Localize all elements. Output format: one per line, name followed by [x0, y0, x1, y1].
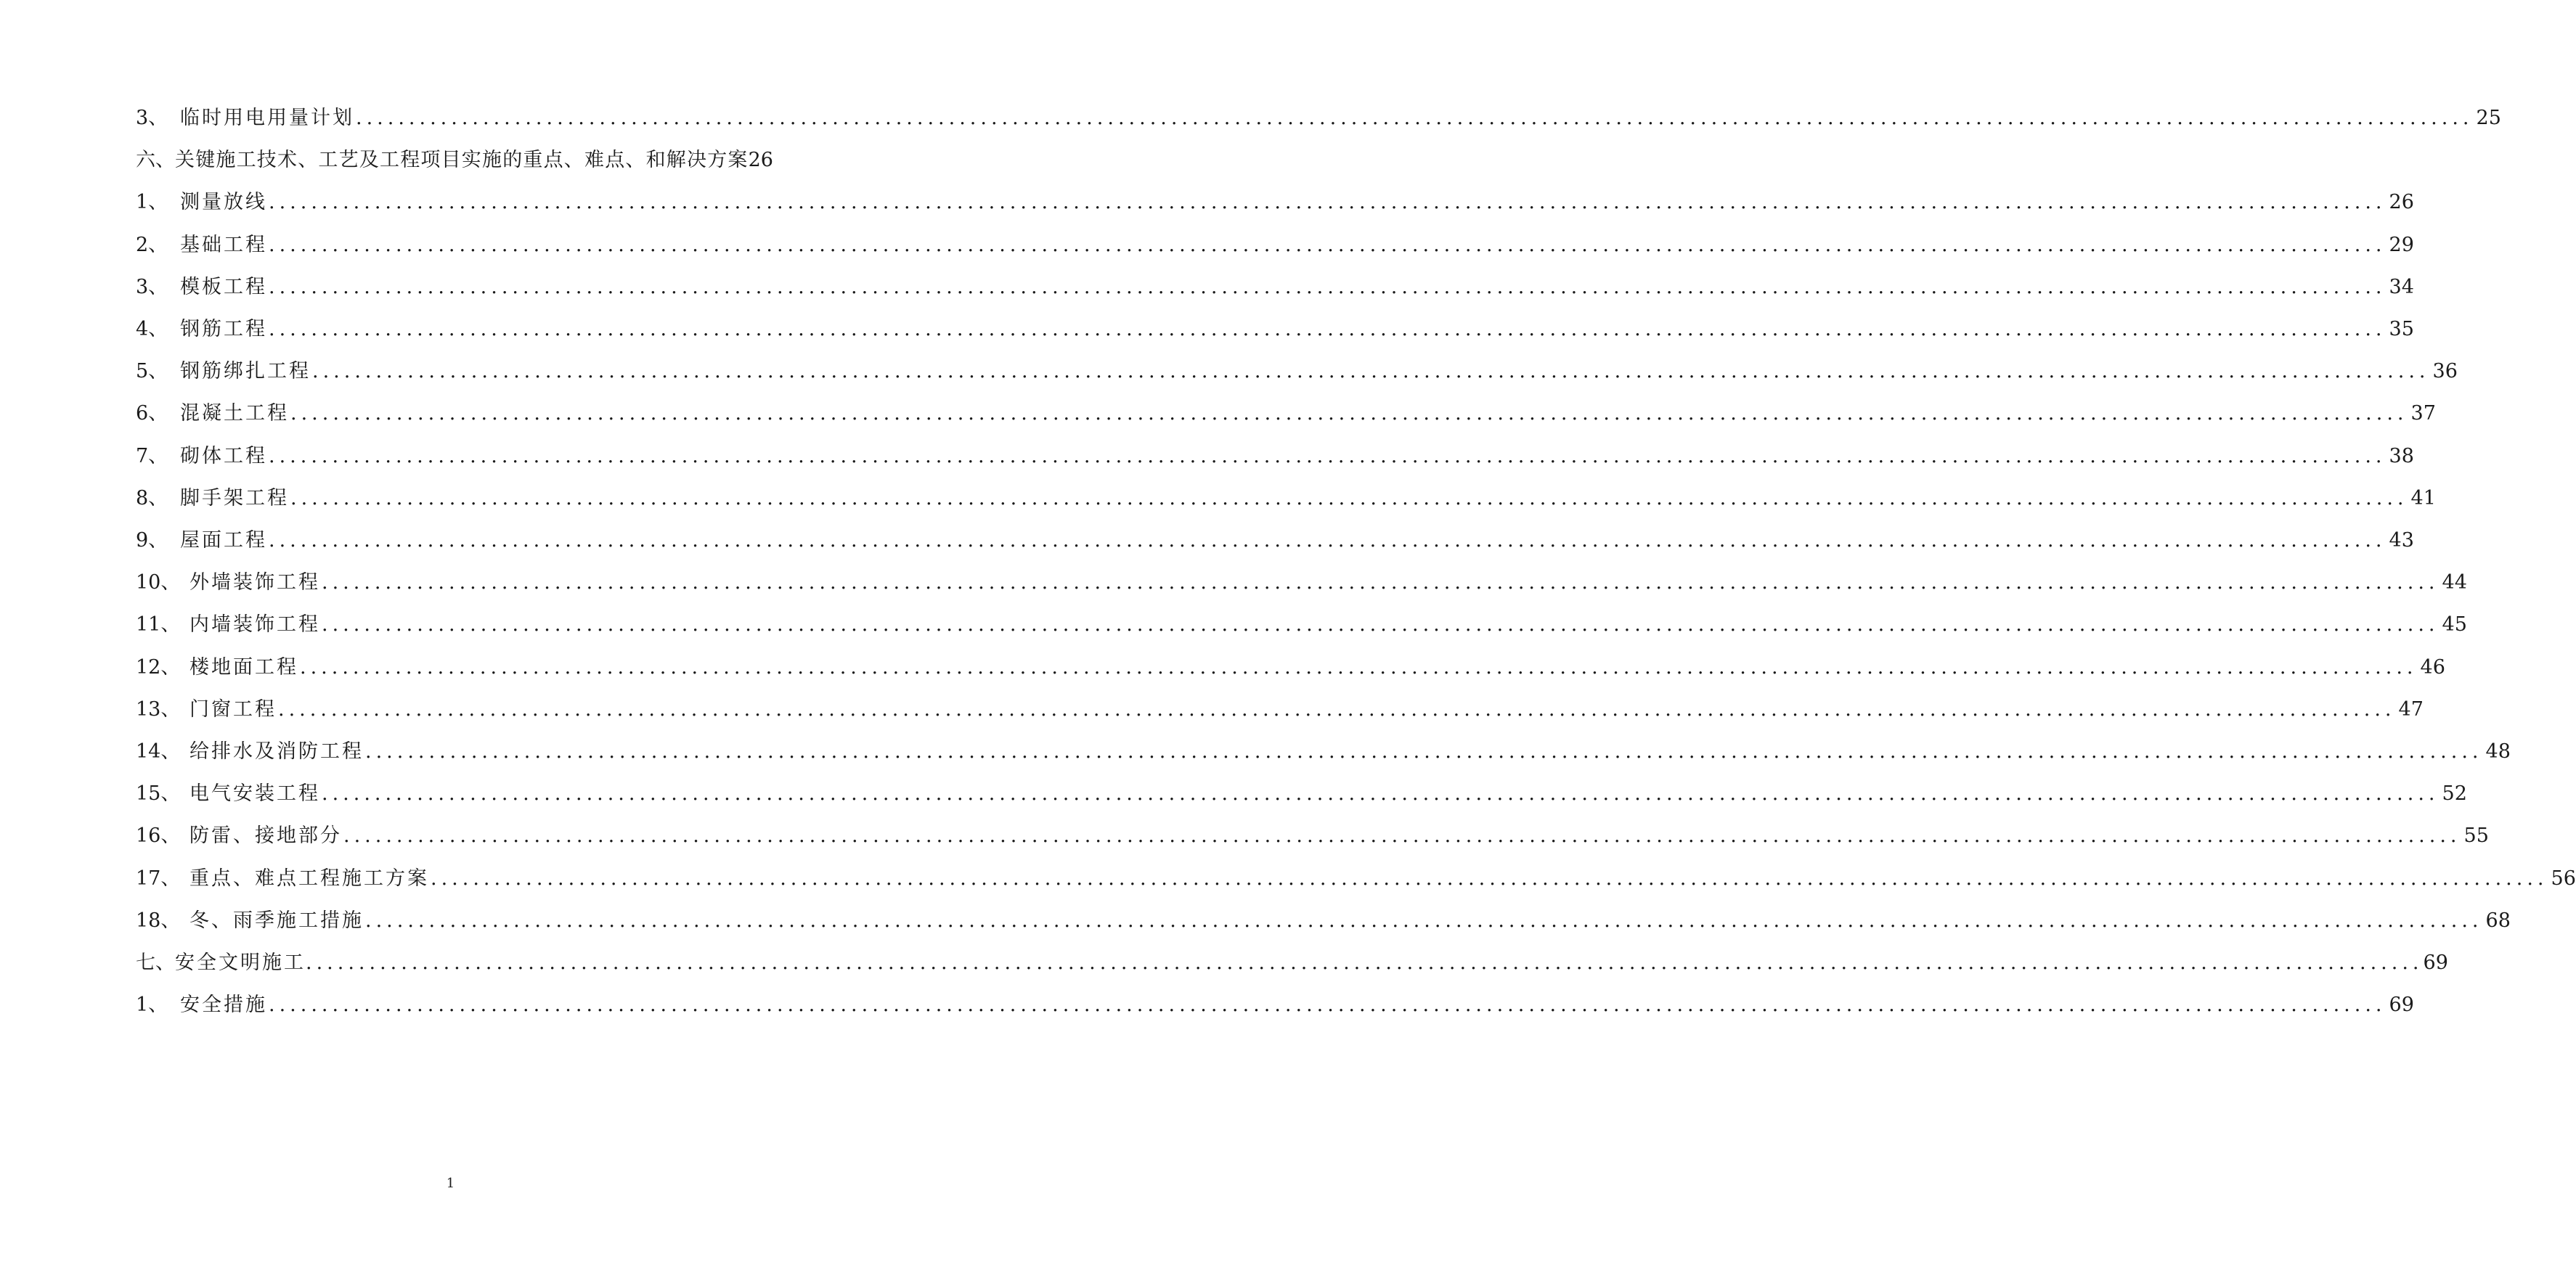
dot-leader: ........................................................................................................................................................................................................	[365, 740, 2483, 763]
dot-leader: ........................................................................................................................................................................................................	[290, 487, 2408, 509]
toc-entry-title: 模板工程	[180, 276, 267, 298]
toc-entry-number: 15、	[136, 782, 181, 805]
toc-entry[interactable]	[136, 906, 2511, 936]
toc-entry-title: 内墙装饰工程	[189, 613, 320, 636]
toc-entry[interactable]	[136, 695, 2424, 724]
dot-leader: ........................................................................................................................................................................................................	[300, 656, 2418, 679]
dot-leader: ........................................................................................................................................................................................................	[269, 191, 2387, 213]
toc-entry-number: 六、	[136, 149, 175, 171]
toc-entry[interactable]	[136, 399, 2436, 428]
toc-entry-number: 7、	[136, 445, 168, 467]
dot-leader: ........................................................................................................................................................................................................	[269, 318, 2387, 340]
toc-entry-title: 基础工程	[180, 234, 267, 256]
dot-leader: ........................................................................................................................................................................................................	[269, 234, 2387, 256]
dot-leader: ........................................................................................................................................................................................................	[269, 529, 2387, 552]
toc-entry[interactable]	[136, 357, 2458, 386]
toc-entry-title: 关键施工技术、工艺及工程项目实施的重点、难点、和解决方案	[175, 149, 749, 171]
dot-leader: ........................................................................................................................................................................................................	[278, 698, 2396, 721]
toc-entry-title: 钢筋工程	[180, 318, 267, 340]
dot-leader: ........................................................................................................................................................................................................	[290, 402, 2408, 425]
toc-entry[interactable]	[136, 526, 2414, 555]
toc-entry-page: 52	[2442, 782, 2467, 805]
toc-entry-number: 18、	[136, 909, 181, 932]
toc-entry-page: 26	[748, 149, 773, 171]
toc-entry-title: 电气安装工程	[189, 782, 320, 805]
toc-entry[interactable]	[136, 653, 2445, 682]
toc-entry-page: 29	[2389, 234, 2414, 256]
dot-leader: ........................................................................................................................................................................................................	[343, 824, 2461, 847]
toc-entry[interactable]	[136, 779, 2467, 809]
toc-entry[interactable]	[136, 442, 2414, 471]
toc-entry-number: 17、	[136, 867, 181, 890]
dot-leader: ........................................................................................................................................................................................................	[306, 951, 2424, 974]
toc-entry[interactable]	[136, 737, 2511, 766]
dot-leader: ........................................................................................................................................................................................................	[322, 571, 2440, 594]
dot-leader: ........................................................................................................................................................................................................	[356, 107, 2474, 129]
toc-entry[interactable]	[136, 273, 2414, 302]
toc-entry-number: 12、	[136, 656, 181, 679]
toc-entry-page: 26	[2389, 191, 2414, 213]
toc-entry[interactable]	[136, 864, 2576, 893]
toc-entry-page: 37	[2410, 402, 2436, 425]
toc-entry-title: 冬、雨季施工措施	[189, 909, 364, 932]
toc-entry[interactable]	[136, 231, 2414, 260]
toc-entry-title: 安全文明施工	[175, 951, 306, 974]
toc-entry-number: 10、	[136, 571, 181, 594]
toc-entry-number: 1、	[136, 191, 168, 213]
toc-entry-number: 5、	[136, 360, 168, 382]
toc-entry-number: 11、	[136, 613, 181, 636]
toc-entry-number: 1、	[136, 994, 168, 1016]
toc-entry-page: 68	[2485, 909, 2511, 932]
toc-entry-page: 25	[2476, 107, 2501, 129]
toc-entry-number: 3、	[136, 276, 168, 298]
toc-entry-page: 47	[2398, 698, 2424, 721]
toc-entry-number: 8、	[136, 487, 168, 509]
toc-entry-title: 钢筋绑扎工程	[180, 360, 311, 382]
toc-entry-number: 2、	[136, 234, 168, 256]
toc-entry-page: 35	[2389, 318, 2414, 340]
toc-entry-page: 44	[2442, 571, 2467, 594]
toc-entry-title: 给排水及消防工程	[189, 740, 364, 763]
toc-entry-number: 七、	[136, 951, 175, 974]
toc-entry[interactable]	[136, 188, 2414, 217]
toc-entry-page: 34	[2389, 276, 2414, 298]
toc-entry-number: 14、	[136, 740, 181, 763]
toc-entry-number: 9、	[136, 529, 168, 552]
dot-leader: ........................................................................................................................................................................................................	[269, 276, 2387, 298]
toc-section-heading[interactable]	[136, 146, 785, 175]
toc-entry-number: 16、	[136, 824, 181, 847]
toc-entry-page: 69	[2389, 994, 2414, 1016]
toc-entry-page: 56	[2551, 867, 2576, 890]
toc-entry-title: 外墙装饰工程	[189, 571, 320, 594]
toc-entry-title: 楼地面工程	[189, 656, 298, 679]
toc-entry[interactable]	[136, 822, 2489, 851]
toc-entry-title: 测量放线	[180, 191, 267, 213]
toc-entry[interactable]	[136, 610, 2467, 639]
toc-entry-title: 砌体工程	[180, 445, 267, 467]
toc-entry-title: 屋面工程	[180, 529, 267, 552]
toc-entry-number: 13、	[136, 698, 181, 721]
toc-entry-page: 46	[2420, 656, 2445, 679]
toc-entry-page: 43	[2389, 529, 2414, 552]
toc-entry-title: 重点、难点工程施工方案	[189, 867, 429, 890]
dot-leader: ........................................................................................................................................................................................................	[365, 909, 2483, 932]
toc-entry-number: 3、	[136, 107, 168, 129]
toc-entry-page: 48	[2485, 740, 2511, 763]
toc-entry-title: 混凝土工程	[180, 402, 289, 425]
page-number: 1	[446, 1176, 455, 1191]
toc-entry[interactable]	[136, 315, 2414, 344]
dot-leader: ........................................................................................................................................................................................................	[269, 445, 2387, 467]
toc-entry[interactable]	[136, 568, 2467, 597]
toc-entry-page: 41	[2410, 487, 2436, 509]
toc-entry-title: 临时用电用量计划	[180, 107, 354, 129]
dot-leader: ........................................................................................................................................................................................................	[312, 360, 2430, 382]
toc-entry-page: 36	[2432, 360, 2458, 382]
dot-leader: ........................................................................................................................................................................................................	[431, 867, 2548, 890]
toc-entry-page: 38	[2389, 445, 2414, 467]
toc-entry-number: 6、	[136, 402, 168, 425]
toc-entry[interactable]	[136, 991, 2414, 1020]
toc-entry-page: 55	[2463, 824, 2489, 847]
toc-entry-page: 45	[2442, 613, 2467, 636]
dot-leader: ........................................................................................................................................................................................................	[322, 782, 2440, 805]
toc-entry-title: 防雷、接地部分	[189, 824, 342, 847]
toc-section-heading[interactable]	[136, 949, 2448, 978]
toc-entry-page: 69	[2423, 951, 2448, 974]
dot-leader: ........................................................................................................................................................................................................	[322, 613, 2440, 636]
toc-entry[interactable]	[136, 104, 2501, 133]
toc-entry[interactable]	[136, 484, 2436, 513]
toc-entry-title: 脚手架工程	[180, 487, 289, 509]
toc-entry-title: 门窗工程	[189, 698, 277, 721]
dot-leader: ........................................................................................................................................................................................................	[269, 994, 2387, 1016]
toc-entry-title: 安全措施	[180, 994, 267, 1016]
toc-entry-number: 4、	[136, 318, 168, 340]
